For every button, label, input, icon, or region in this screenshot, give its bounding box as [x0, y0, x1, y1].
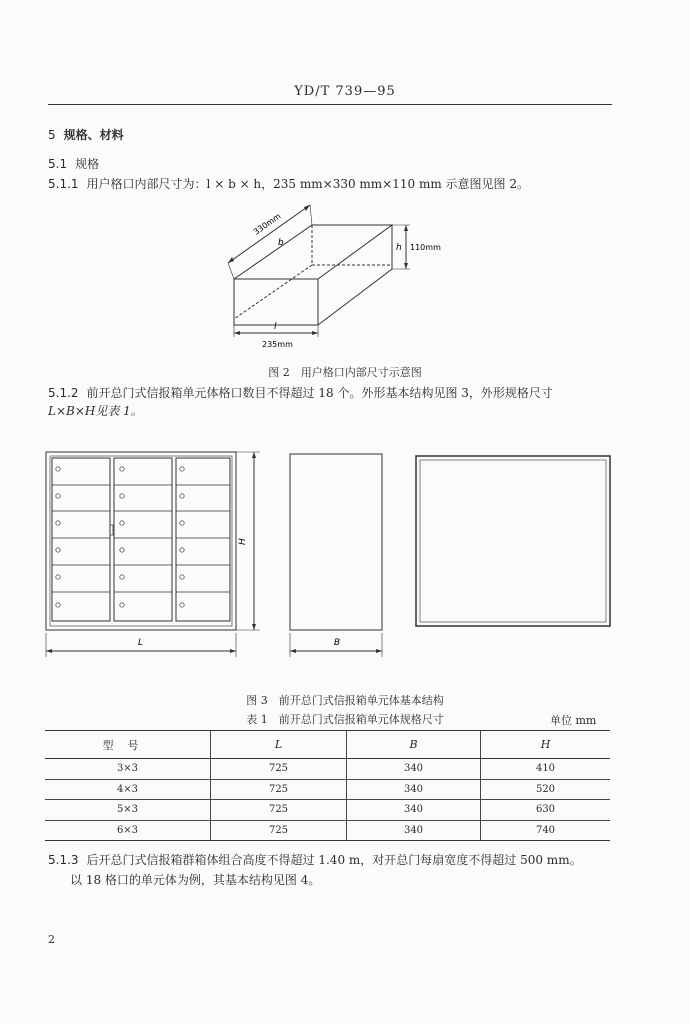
table-header-row [45, 731, 610, 759]
middle-door [114, 458, 172, 621]
l-dimension-value: 235mm [262, 340, 293, 349]
table-1 [45, 730, 610, 841]
clause-5-1-2-line-2: L×B×H见表 1。 [48, 404, 143, 418]
clause-5-1-2 [48, 384, 553, 401]
section-number: 5.1 [48, 157, 68, 171]
table-row: 3×3 725 340 410 [45, 759, 610, 780]
page-number: 2 [48, 933, 55, 946]
clause-number: 5.1.1 [48, 177, 79, 191]
figure-3-caption: 图 3 前开总门式信报箱单元体基本结构 [246, 694, 444, 707]
right-door [176, 458, 230, 621]
header-L: L [211, 731, 347, 759]
document-code: YD/T 739—95 [294, 84, 396, 99]
figure-2-box-diagram [220, 195, 450, 355]
table-1-unit: 单位 mm [550, 714, 597, 727]
table-row: 6×3 725 340 740 [45, 820, 610, 841]
figure-3-structure-diagram [40, 445, 620, 665]
section-title: 规格、材料 [63, 128, 124, 142]
clause-5-1-3 [48, 851, 582, 868]
header-H: H [481, 731, 611, 759]
clause-5-1-3-line-2: 以 18 格口的单元体为例，其基本结构见图 4。 [70, 873, 321, 887]
clause-text-line-1: 后开总门式信报箱群箱体组合高度不得超过 1.40 m，对开总门每扇宽度不得超过 500 mm。 [86, 853, 582, 867]
table-1-title: 表 1 前开总门式信报箱单元体规格尺寸 [246, 713, 444, 726]
h-dimension-value: 110mm [410, 243, 441, 252]
box-right-face [318, 225, 392, 325]
section-5-heading [48, 126, 124, 143]
left-door [52, 458, 110, 621]
table-row: 4×3 725 340 520 [45, 779, 610, 800]
box-front-face [234, 279, 318, 325]
clause-text-line-1: 前开总门式信报箱单元体格口数目不得超过 18 个。外形基本结构见图 3，外形规格尺寸 [86, 386, 553, 400]
box-hidden-edges [234, 225, 392, 319]
clause-number: 5.1.2 [48, 386, 79, 400]
section-title: 规格 [75, 157, 100, 171]
B-label: B [334, 638, 341, 648]
H-label: H [238, 538, 248, 545]
h-label: h [396, 243, 402, 253]
front-view-frame [46, 452, 236, 630]
table-row: 5×3 725 340 630 [45, 800, 610, 821]
section-5-1-heading [48, 155, 99, 172]
side-view [290, 454, 382, 630]
header-B: B [347, 731, 481, 759]
clause-5-1-1 [48, 175, 529, 192]
clause-text: 用户格口内部尺寸为：l × b × h，235 mm×330 mm×110 mm 示意图见图 2。 [86, 177, 529, 191]
b-label: b [278, 238, 284, 248]
header-rule [48, 104, 612, 105]
header-model: 型号 [45, 731, 211, 759]
rear-view [416, 456, 610, 626]
l-label: l [274, 322, 277, 332]
clause-number: 5.1.3 [48, 853, 79, 867]
section-number: 5 [48, 128, 56, 142]
b-dimension-value: 330mm [251, 211, 283, 237]
figure-2-caption: 图 2 用户格口内部尺寸示意图 [268, 366, 422, 379]
L-label: L [138, 638, 144, 648]
